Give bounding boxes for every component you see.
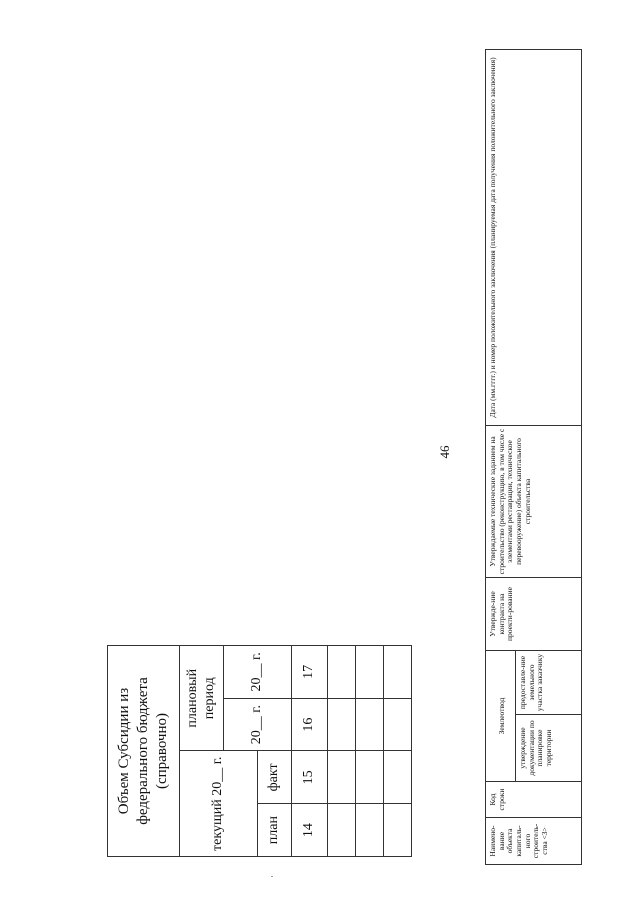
- header-expertise-conclusion: Дата (мм.гггг.) и номер положительного заключения (планируемая дата получения положительного заключения): [486, 50, 582, 426]
- empty-cell: [356, 698, 384, 751]
- current-year-header: текущий 20__ г.: [180, 751, 258, 857]
- empty-cell: [356, 804, 384, 857]
- empty-cell: [384, 646, 412, 699]
- column-number: 17: [292, 646, 328, 699]
- scan-speck: [271, 876, 273, 877]
- empty-cell: [356, 751, 384, 804]
- header-land-provision: предоставле-ние земельного участка заказчику: [516, 651, 582, 715]
- empty-cell: [328, 804, 356, 857]
- year-a-header: 20__ г.: [224, 698, 292, 751]
- column-number: 14: [292, 804, 328, 857]
- header-land-allotment: Землеотвод: [486, 651, 516, 782]
- budget-table: [107, 645, 375, 857]
- plan-header: план: [258, 804, 292, 857]
- empty-cell: [384, 804, 412, 857]
- fact-header: факт: [258, 751, 292, 804]
- empty-cell: [328, 698, 356, 751]
- column-number: 16: [292, 698, 328, 751]
- empty-cell: [384, 751, 412, 804]
- empty-cell: [328, 646, 356, 699]
- page-number: 46: [437, 445, 452, 459]
- construction-table: [485, 50, 581, 865]
- empty-cell: [356, 646, 384, 699]
- year-b-header: 20__ г.: [224, 646, 292, 699]
- empty-cell: [328, 751, 356, 804]
- budget-table-title: Объем Субсидии из федерального бюджета (справочно): [108, 646, 180, 857]
- header-object-name: Наимено-вание объекта капиталь-ного строитель-ства <3>: [486, 818, 582, 865]
- header-technical-assignment: Утверждаемые технические заданием на строительство (реконструкцию, в том числе с элементами реставрации, техническое перевооружение) объекта капитального строительства: [486, 426, 582, 578]
- header-planning-documentation: утверждение документации по планировке территории: [516, 715, 582, 782]
- header-contract-approval: Утвержде-ние контракта на проекти-рование: [486, 578, 582, 651]
- planned-period-header: плановый период: [180, 646, 224, 752]
- empty-cell: [384, 698, 412, 751]
- column-number: 15: [292, 751, 328, 804]
- header-row-code: Код строки: [486, 782, 582, 818]
